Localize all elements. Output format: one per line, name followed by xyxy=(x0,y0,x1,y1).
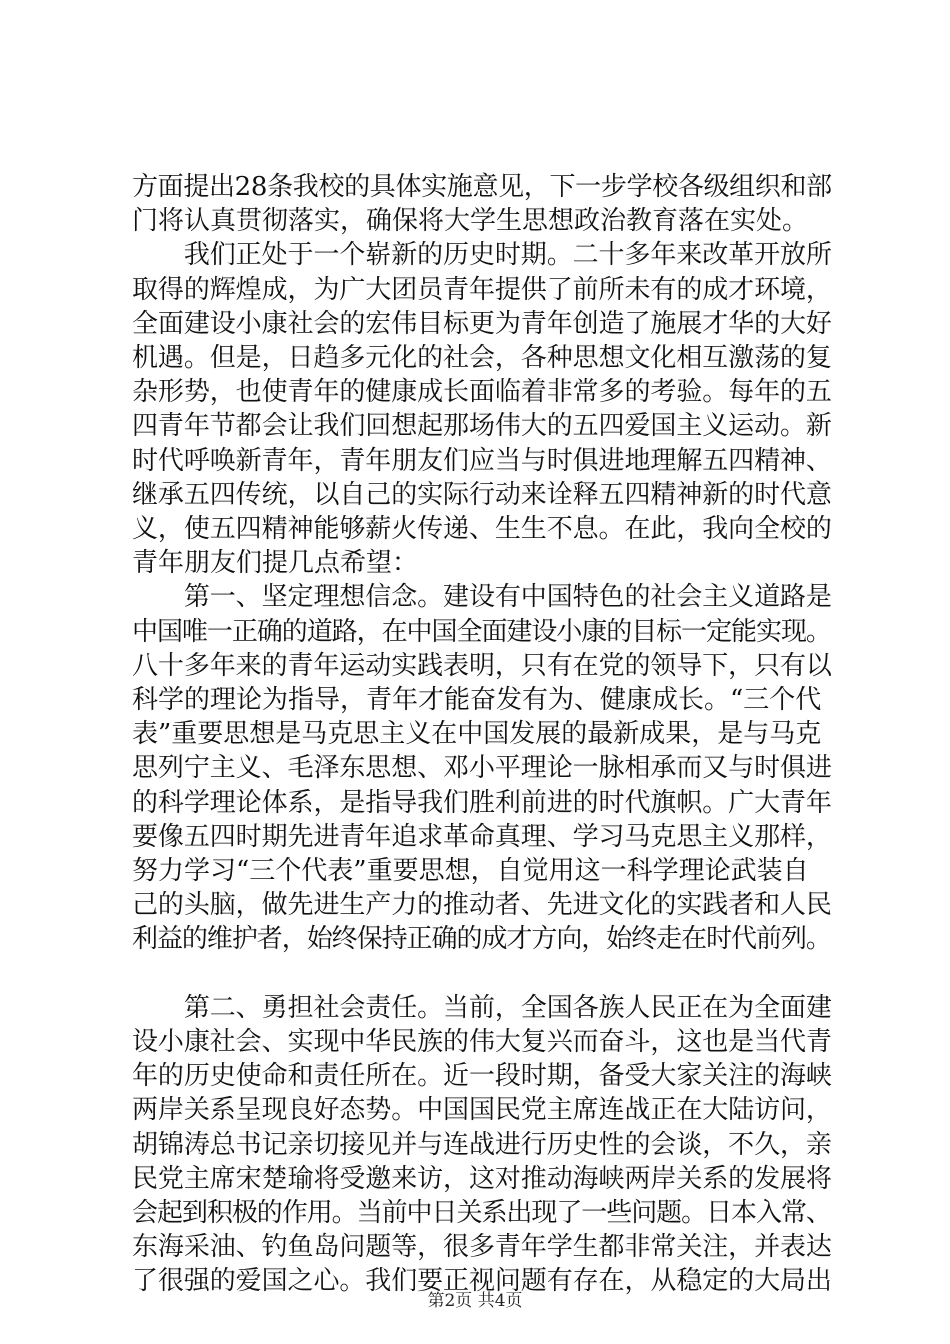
text-line: 八十多年来的青年运动实践表明，只有在党的领导下，只有以 xyxy=(132,650,832,681)
text-line: 四青年节都会让我们回想起那场伟大的五四爱国主义运动。新 xyxy=(132,411,832,442)
text-line: 我们正处于一个崭新的历史时期。二十多年来改革开放所 xyxy=(132,240,832,271)
text-line: 表”重要思想是马克思主义在中国发展的最新成果，是与马克 xyxy=(132,719,822,750)
text-line: 的科学理论体系，是指导我们胜利前进的时代旗帜。广大青年 xyxy=(132,787,832,818)
text-line: 取得的辉煌成，为广大团员青年提供了前所未有的成才环境， xyxy=(132,274,832,305)
text-line: 两岸关系呈现良好态势。中国国民党主席连战正在大陆访问， xyxy=(132,1095,832,1126)
text-line: 胡锦涛总书记亲切接见并与连战进行历史性的会谈，不久，亲 xyxy=(132,1129,832,1160)
text-line: 时代呼唤新青年，青年朋友们应当与时俱进地理解五四精神、 xyxy=(132,445,832,476)
text-line: 利益的维护者，始终保持正确的成才方向，始终走在时代前列。 xyxy=(132,924,831,955)
text-line: 年的历史使命和责任所在。近一段时期，备受大家关注的海峡 xyxy=(132,1061,832,1092)
text-line: 义，使五四精神能够薪火传递、生生不息。在此，我向全校的 xyxy=(132,514,832,544)
text-line: 思列宁主义、毛泽东思想、邓小平理论一脉相承而又与时俱进 xyxy=(132,753,832,784)
text-line: 全面建设小康社会的宏伟目标更为青年创造了施展才华的大好 xyxy=(132,308,832,339)
text-line: 继承五四传统，以自己的实际行动来诠释五四精神新的时代意 xyxy=(132,479,832,510)
text-line: 门将认真贯彻落实，确保将大学生思想政治教育落在实处。 xyxy=(132,206,809,237)
text-line: 机遇。但是，日趋多元化的社会，各种思想文化相互激荡的复 xyxy=(132,343,832,373)
text-line: 科学的理论为指导，青年才能奋发有为、健康成长。“三个代 xyxy=(132,685,822,715)
text-line: 设小康社会、实现中华民族的伟大复兴而奋斗，这也是当代青 xyxy=(132,1027,832,1057)
text-line: 东海采油、钓鱼岛问题等，很多青年学生都非常关注，并表达 xyxy=(132,1232,832,1263)
text-line: 杂形势，也使青年的健康成长面临着非常多的考验。每年的五 xyxy=(132,377,832,408)
text-line: 己的头脑，做先进生产力的推动者、先进文化的实践者和人民 xyxy=(132,890,832,921)
text-line: 了很强的爱国之心。我们要正视问题有存在，从稳定的大局出 xyxy=(132,1266,832,1297)
text-line: 方面提出28条我校的具体实施意见，下一步学校各级组织和部 xyxy=(132,172,832,202)
text-line: 第二、勇担社会责任。当前，全国各族人民正在为全面建 xyxy=(132,992,832,1023)
page-footer: 第2页 共4页 xyxy=(427,1291,523,1311)
text-line: 青年朋友们提几点希望： xyxy=(132,548,419,579)
text-line: 会起到积极的作用。当前中日关系出现了一些问题。日本入常、 xyxy=(132,1198,831,1228)
text-line: 中国唯一正确的道路，在中国全面建设小康的目标一定能实现。 xyxy=(132,616,831,647)
text-line: 要像五四时期先进青年追求革命真理、学习马克思主义那样， xyxy=(132,821,832,852)
text-line: 努力学习“三个代表”重要思想，自觉用这一科学理论武装自 xyxy=(132,856,809,886)
text-line: 第一、坚定理想信念。建设有中国特色的社会主义道路是 xyxy=(132,582,832,613)
text-line: 民党主席宋楚瑜将受邀来访，这对推动海峡两岸关系的发展将 xyxy=(132,1163,832,1194)
